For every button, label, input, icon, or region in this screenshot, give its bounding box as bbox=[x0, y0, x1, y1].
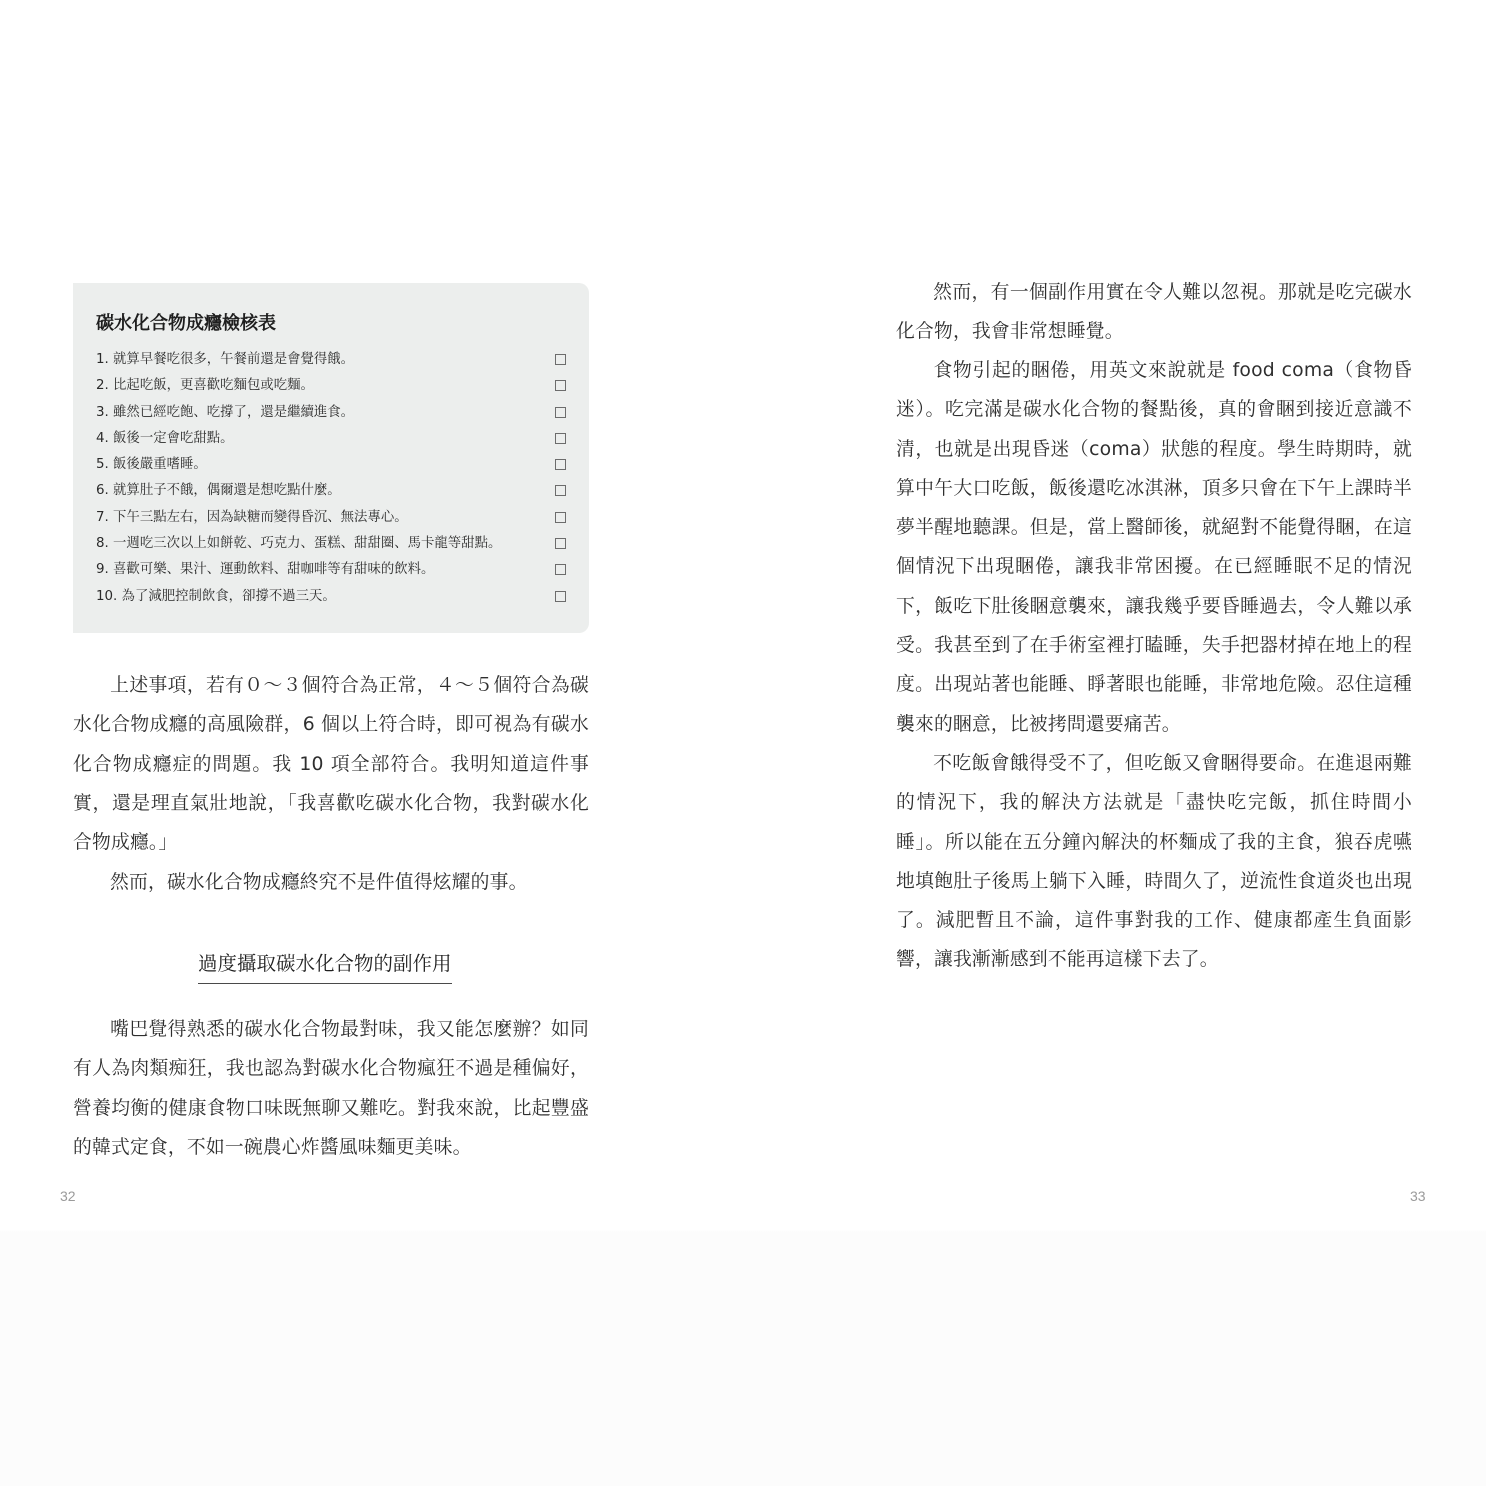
checklist-item-text: 8. 一週吃三次以上如餅乾、巧克力、蛋糕、甜甜圈、馬卡龍等甜點。 bbox=[96, 536, 502, 552]
checklist-item-text: 2. 比起吃飯，更喜歡吃麵包或吃麵。 bbox=[96, 378, 314, 394]
right-page bbox=[743, 0, 1486, 1486]
checklist-items bbox=[96, 350, 566, 613]
checklist-item bbox=[96, 429, 566, 455]
paragraph-text: 然而，碳水化合物成癮終究不是件值得炫耀的事。 bbox=[110, 872, 528, 893]
checklist-item-text: 10. 為了減肥控制飲食，卻撐不過三天。 bbox=[96, 588, 336, 604]
checkbox-icon[interactable] bbox=[555, 591, 566, 602]
checklist-item bbox=[96, 403, 566, 429]
paragraph-text: 食物引起的睏倦，用英文來說就是 food coma（食物昏迷）。吃完滿是碳水化合物的餐點後，真的會睏到接近意識不清，也就是出現昏迷（coma）狀態的程度。學生時期時，就算中午大口吃飯，飯後還吃冰淇淋，頂多只會在下午上課時半夢半醒地聽課。但是，當上醫師後，就絕對不能覺得睏，在這個情況下出現睏倦，讓我非常困擾。在已經睡眠不足的情況下，飯吃下肚後睏意襲來，讓我幾乎要昏睡過去，令人難以承受。我甚至到了在手術室裡打瞌睡，失手把器材掉在地上的程度。出現站著也能睡、睜著眼也能睡，非常地危險。忍住這種襲來的睏意，比被拷問還要痛苦。 bbox=[896, 360, 1412, 735]
checklist-item bbox=[96, 376, 566, 402]
checkbox-icon[interactable] bbox=[555, 485, 566, 496]
checkbox-icon[interactable] bbox=[555, 380, 566, 391]
checklist-item bbox=[96, 455, 566, 481]
body-paragraph bbox=[896, 351, 1412, 744]
body-paragraph bbox=[896, 273, 1412, 352]
checklist-item bbox=[96, 534, 566, 560]
page-number: 32 bbox=[60, 1188, 76, 1204]
body-paragraph bbox=[73, 863, 589, 902]
checkbox-icon[interactable] bbox=[555, 459, 566, 470]
body-paragraph bbox=[73, 666, 589, 862]
checklist-item-text: 3. 雖然已經吃飽、吃撐了，還是繼續進食。 bbox=[96, 404, 355, 420]
checklist-title: 碳水化合物成癮檢核表 bbox=[96, 313, 276, 334]
checklist-box bbox=[73, 283, 589, 633]
body-paragraph bbox=[896, 744, 1412, 980]
checklist-item bbox=[96, 587, 566, 613]
checklist-item bbox=[96, 560, 566, 586]
checklist-item-text: 5. 飯後嚴重嗜睡。 bbox=[96, 457, 207, 473]
section-heading: 過度攝取碳水化合物的副作用 bbox=[198, 948, 452, 984]
checklist-item bbox=[96, 508, 566, 534]
checklist-item bbox=[96, 481, 566, 507]
paragraph-text: 上述事項，若有０～３個符合為正常，４～５個符合為碳水化合物成癮的高風險群，6 個以上符合時，即可視為有碳水化合物成癮症的問題。我 10 項全部符合。我明知道這件事實，還是理直氣壯地說，「我喜歡吃碳水化合物，我對碳水化合物成癮。」 bbox=[73, 675, 589, 854]
checkbox-icon[interactable] bbox=[555, 354, 566, 365]
checklist-item bbox=[96, 350, 566, 376]
checkbox-icon[interactable] bbox=[555, 512, 566, 523]
paragraph-text: 然而，有一個副作用實在令人難以忽視。那就是吃完碳水化合物，我會非常想睡覺。 bbox=[896, 282, 1412, 343]
paragraph-text: 不吃飯會餓得受不了，但吃飯又會睏得要命。在進退兩難的情況下，我的解決方法就是「盡快吃完飯，抓住時間小睡」。所以能在五分鐘內解決的杯麵成了我的主食，狼吞虎嚥地填飽肚子後馬上躺下入睡，時間久了，逆流性食道炎也出現了。減肥暫且不論，這件事對我的工作、健康都產生負面影響，讓我漸漸感到不能再這樣下去了。 bbox=[896, 753, 1412, 971]
checkbox-icon[interactable] bbox=[555, 538, 566, 549]
checkbox-icon[interactable] bbox=[555, 433, 566, 444]
checklist-item-text: 6. 就算肚子不餓，偶爾還是想吃點什麼。 bbox=[96, 483, 341, 499]
checklist-item-text: 7. 下午三點左右，因為缺糖而變得昏沉、無法專心。 bbox=[96, 509, 408, 525]
checkbox-icon[interactable] bbox=[555, 564, 566, 575]
checklist-item-text: 4. 飯後一定會吃甜點。 bbox=[96, 430, 234, 446]
paragraph-text: 嘴巴覺得熟悉的碳水化合物最對味，我又能怎麼辦？如同有人為肉類痴狂，我也認為對碳水化合物瘋狂不過是種偏好，營養均衡的健康食物口味既無聊又難吃。對我來說，比起豐盛的韓式定食，不如一碗農心炸醬風味麵更美味。 bbox=[73, 1019, 589, 1158]
body-paragraph bbox=[73, 1010, 589, 1167]
page-number: 33 bbox=[1410, 1188, 1426, 1204]
checklist-item-text: 1. 就算早餐吃很多，午餐前還是會覺得餓。 bbox=[96, 352, 355, 367]
checkbox-icon[interactable] bbox=[555, 407, 566, 418]
checklist-item-text: 9. 喜歡可樂、果汁、運動飲料、甜咖啡等有甜味的飲料。 bbox=[96, 562, 435, 578]
